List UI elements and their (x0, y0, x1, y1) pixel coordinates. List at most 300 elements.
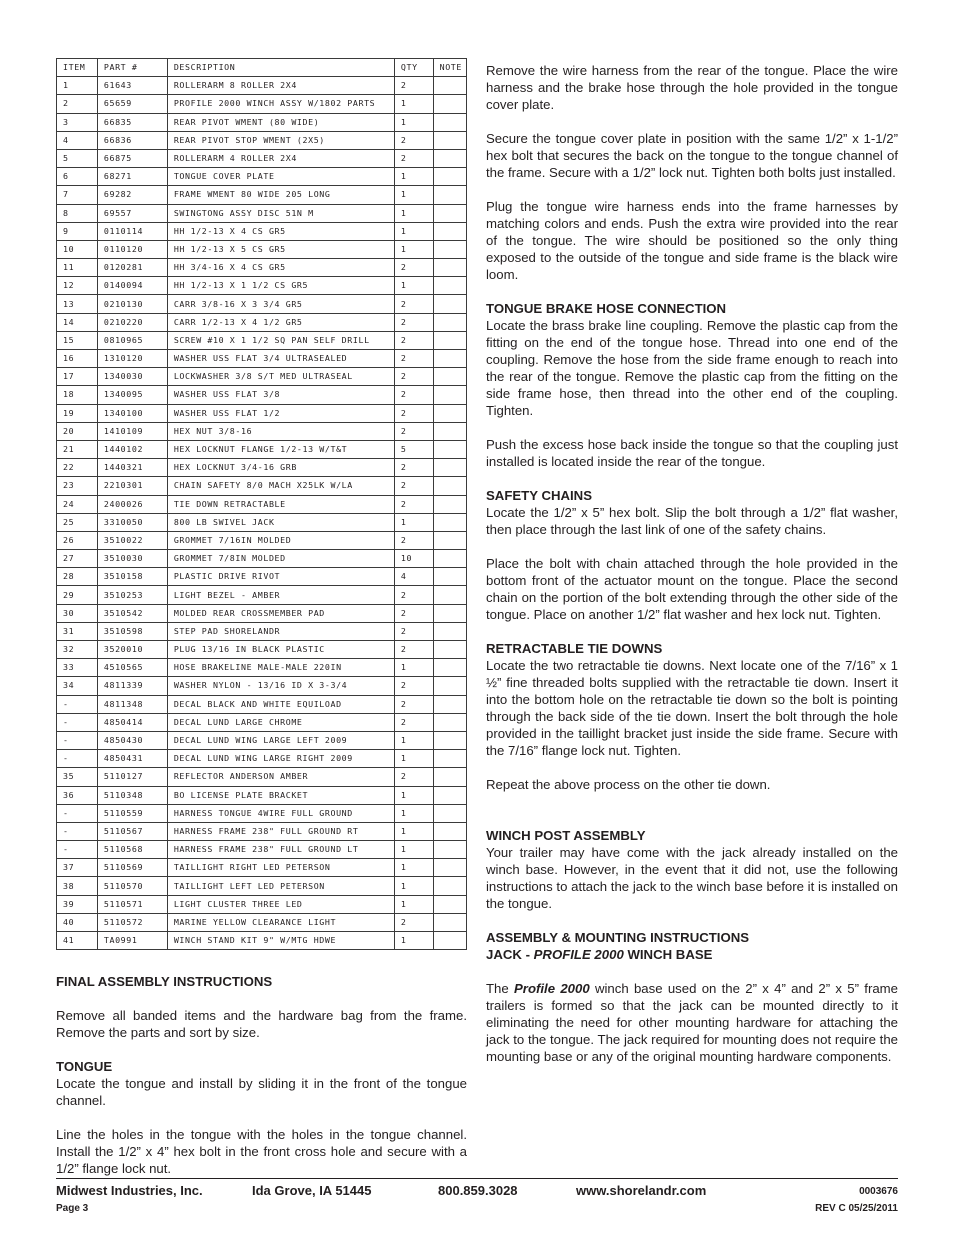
table-row (57, 204, 467, 222)
table-row (57, 895, 467, 913)
cell-part-number: 3510030 (97, 550, 167, 568)
left-column-instructions (56, 973, 467, 1177)
cell-description: CARR 3/8-16 X 3 3/4 GR5 (167, 295, 394, 313)
cell-note (433, 513, 466, 531)
cell-description: HH 1/2-13 X 1 1/2 CS GR5 (167, 277, 394, 295)
cell-part-number: 4850430 (97, 731, 167, 749)
cell-item: 5 (57, 149, 98, 167)
table-row (57, 77, 467, 95)
jack-mounting-paragraph (486, 980, 898, 1065)
table-row (57, 331, 467, 349)
cell-description: 800 LB SWIVEL JACK (167, 513, 394, 531)
cell-note (433, 877, 466, 895)
footer-divider (56, 1178, 898, 1179)
cell-part-number: 3510598 (97, 622, 167, 640)
cell-item: 32 (57, 641, 98, 659)
cell-part-number: 0810965 (97, 331, 167, 349)
cell-item: 24 (57, 495, 98, 513)
cell-qty: 1 (394, 804, 433, 822)
cell-item: 1 (57, 77, 98, 95)
cell-part-number: 5110348 (97, 786, 167, 804)
table-row (57, 713, 467, 731)
cell-description: HOSE BRAKELINE MALE-MALE 220IN (167, 659, 394, 677)
cell-description: HEX LOCKNUT FLANGE 1/2-13 W/T&T (167, 440, 394, 458)
jack-heading-prefix: JACK - (486, 947, 534, 962)
table-row (57, 859, 467, 877)
cell-qty: 2 (394, 131, 433, 149)
cell-note (433, 240, 466, 258)
cell-note (433, 277, 466, 295)
table-row (57, 695, 467, 713)
cell-part-number: 65659 (97, 95, 167, 113)
cell-description: CHAIN SAFETY 8/0 MACH X25LK W/LA (167, 477, 394, 495)
footer-page-number: Page 3 (56, 1203, 89, 1214)
table-row (57, 459, 467, 477)
cell-description: BO LICENSE PLATE BRACKET (167, 786, 394, 804)
cell-item: 37 (57, 859, 98, 877)
table-row (57, 750, 467, 768)
cell-part-number: 5110559 (97, 804, 167, 822)
cell-note (433, 895, 466, 913)
cell-note (433, 259, 466, 277)
cell-note (433, 495, 466, 513)
cell-description: DECAL LUND WING LARGE RIGHT 2009 (167, 750, 394, 768)
safety-chains-paragraph-1: Locate the 1/2” x 5” hex bolt. Slip the bolt through a 1/2” flat washer, then place through the last link of one of the safety chains. (486, 505, 898, 537)
jack-paragraph-model: Profile 2000 (514, 981, 590, 996)
cell-part-number: 0110114 (97, 222, 167, 240)
jack-heading-line-1: ASSEMBLY & MOUNTING INSTRUCTIONS (486, 930, 750, 945)
cell-note (433, 95, 466, 113)
cell-part-number: 5110570 (97, 877, 167, 895)
table-row (57, 786, 467, 804)
cell-note (433, 531, 466, 549)
cell-qty: 2 (394, 368, 433, 386)
cell-description: TIE DOWN RETRACTABLE (167, 495, 394, 513)
cell-description: GROMMET 7/16IN MOLDED (167, 531, 394, 549)
cell-note (433, 113, 466, 131)
cell-item: - (57, 695, 98, 713)
cell-description: WINCH STAND KIT 9" W/MTG HDWE (167, 932, 394, 950)
cell-qty: 2 (394, 331, 433, 349)
cell-description: HARNESS TONGUE 4WIRE FULL GROUND (167, 804, 394, 822)
table-row (57, 604, 467, 622)
cell-part-number: 5110567 (97, 822, 167, 840)
harness-plug-paragraph: Plug the tongue wire harness ends into the frame harnesses by matching colors and ends. Push the extra wire provided into the rear of the tongue. The wire should be positioned so the only thing exposed to the outside of the tongue and side frame is the black wire loom. (486, 199, 898, 282)
cell-item: 35 (57, 768, 98, 786)
footer-website: www.shorelandr.com (576, 1183, 707, 1198)
cell-note (433, 786, 466, 804)
cell-part-number: 68271 (97, 168, 167, 186)
cell-qty: 10 (394, 550, 433, 568)
table-row (57, 222, 467, 240)
cell-note (433, 659, 466, 677)
cell-item: 2 (57, 95, 98, 113)
cell-qty: 2 (394, 149, 433, 167)
cell-description: SCREW #10 X 1 1/2 SQ PAN SELF DRILL (167, 331, 394, 349)
cell-part-number: 69282 (97, 186, 167, 204)
cover-plate-paragraph: Secure the tongue cover plate in position with the same 1/2” x 1-1/2” hex bolt that secures the back on the tongue to the tongue channel of the frame. Secure with a 1/2” lock nut. Tighten both bolts just installed. (486, 131, 898, 180)
cell-part-number: 2400026 (97, 495, 167, 513)
table-row (57, 495, 467, 513)
footer-revision: REV C 05/25/2011 (815, 1203, 898, 1214)
cell-qty: 1 (394, 895, 433, 913)
header-description: DESCRIPTION (167, 59, 394, 77)
cell-item: - (57, 822, 98, 840)
cell-note (433, 149, 466, 167)
cell-qty: 4 (394, 568, 433, 586)
cell-part-number: 1310120 (97, 350, 167, 368)
footer-company: Midwest Industries, Inc. (56, 1183, 203, 1198)
table-row (57, 913, 467, 931)
tongue-paragraph-2: Line the holes in the tongue with the holes in the tongue channel. Install the 1/2” x 4” hex bolt in the front cross hole and secure with a 1/2” flange lock nut. (56, 1127, 467, 1176)
safety-chains-heading: SAFETY CHAINS (486, 488, 593, 503)
cell-qty: 1 (394, 786, 433, 804)
cell-qty: 2 (394, 713, 433, 731)
cell-note (433, 131, 466, 149)
cell-qty: 2 (394, 404, 433, 422)
cell-part-number: 1410109 (97, 422, 167, 440)
tie-downs-heading: RETRACTABLE TIE DOWNS (486, 641, 663, 656)
cell-qty: 1 (394, 659, 433, 677)
parts-table-header (57, 59, 467, 77)
cell-description: DECAL LUND WING LARGE LEFT 2009 (167, 731, 394, 749)
cell-description: CARR 1/2-13 X 4 1/2 GR5 (167, 313, 394, 331)
cell-description: MARINE YELLOW CLEARANCE LIGHT (167, 913, 394, 931)
cell-item: 18 (57, 386, 98, 404)
cell-item: 38 (57, 877, 98, 895)
header-item: ITEM (57, 59, 98, 77)
cell-note (433, 604, 466, 622)
table-row (57, 550, 467, 568)
cell-item: 6 (57, 168, 98, 186)
cell-item: 33 (57, 659, 98, 677)
header-note: NOTE (433, 59, 466, 77)
parts-table (56, 58, 467, 950)
cell-part-number: 3510253 (97, 586, 167, 604)
cell-item: 11 (57, 259, 98, 277)
cell-item: 15 (57, 331, 98, 349)
cell-item: 14 (57, 313, 98, 331)
cell-part-number: 1440321 (97, 459, 167, 477)
cell-qty: 2 (394, 350, 433, 368)
cell-note (433, 222, 466, 240)
cell-description: WASHER NYLON - 13/16 ID X 3-3/4 (167, 677, 394, 695)
cell-qty: 2 (394, 77, 433, 95)
cell-item: 41 (57, 932, 98, 950)
cell-qty: 2 (394, 459, 433, 477)
cell-qty: 2 (394, 641, 433, 659)
cell-qty: 1 (394, 168, 433, 186)
cell-qty: 1 (394, 113, 433, 131)
cell-part-number: 3310050 (97, 513, 167, 531)
cell-part-number: 1340030 (97, 368, 167, 386)
cell-note (433, 404, 466, 422)
cell-note (433, 859, 466, 877)
cell-item: 29 (57, 586, 98, 604)
cell-item: - (57, 750, 98, 768)
cell-description: LOCKWASHER 3/8 S/T MED ULTRASEAL (167, 368, 394, 386)
cell-description: HH 1/2-13 X 4 CS GR5 (167, 222, 394, 240)
cell-note (433, 677, 466, 695)
cell-qty: 2 (394, 913, 433, 931)
cell-qty: 1 (394, 240, 433, 258)
parts-table-body (57, 77, 467, 950)
cell-description: PROFILE 2000 WINCH ASSY W/1802 PARTS (167, 95, 394, 113)
cell-note (433, 841, 466, 859)
table-row (57, 477, 467, 495)
cell-qty: 1 (394, 750, 433, 768)
cell-note (433, 186, 466, 204)
cell-description: HARNESS FRAME 238" FULL GROUND LT (167, 841, 394, 859)
cell-qty: 2 (394, 622, 433, 640)
cell-part-number: 0210130 (97, 295, 167, 313)
tie-downs-paragraph-2: Repeat the above process on the other tie down. (486, 777, 771, 792)
cell-qty: 1 (394, 859, 433, 877)
cell-description: LIGHT CLUSTER THREE LED (167, 895, 394, 913)
cell-note (433, 459, 466, 477)
cell-item: 39 (57, 895, 98, 913)
tie-downs-paragraph-1: Locate the two retractable tie downs. Next locate one of the 7/16” x 1 ½” fine threaded bolts supplied with the retractable tie down. Insert it into the bottom hole on the retractable tie down so the bolt is pointing through the back side of the tie down. Insert the bolt through the hole provided in the taillight bracket just inside the side frame. Secure with the 7/16” flange lock nut. Tighten. (486, 658, 898, 758)
table-row (57, 641, 467, 659)
jack-mounting-heading (486, 929, 898, 963)
cell-item: - (57, 713, 98, 731)
cell-part-number: 1340095 (97, 386, 167, 404)
cell-note (433, 331, 466, 349)
cell-description: HARNESS FRAME 238" FULL GROUND RT (167, 822, 394, 840)
cell-description: REAR PIVOT WMENT (80 WIDE) (167, 113, 394, 131)
cell-description: PLASTIC DRIVE RIVOT (167, 568, 394, 586)
table-row (57, 350, 467, 368)
cell-qty: 1 (394, 822, 433, 840)
cell-part-number: 3520010 (97, 641, 167, 659)
cell-part-number: 4811339 (97, 677, 167, 695)
jack-heading-suffix: WINCH BASE (623, 947, 713, 962)
table-row (57, 568, 467, 586)
cell-part-number: TA0991 (97, 932, 167, 950)
table-row (57, 513, 467, 531)
cell-part-number: 66835 (97, 113, 167, 131)
cell-description: TAILLIGHT LEFT LED PETERSON (167, 877, 394, 895)
cell-note (433, 204, 466, 222)
table-row (57, 368, 467, 386)
table-row (57, 259, 467, 277)
cell-item: 30 (57, 604, 98, 622)
cell-description: MOLDED REAR CROSSMEMBER PAD (167, 604, 394, 622)
cell-item: - (57, 804, 98, 822)
table-row (57, 932, 467, 950)
cell-part-number: 1340100 (97, 404, 167, 422)
cell-note (433, 295, 466, 313)
cell-qty: 1 (394, 222, 433, 240)
cell-part-number: 3510158 (97, 568, 167, 586)
jack-heading-model: PROFILE 2000 (533, 947, 624, 962)
cell-part-number: 66875 (97, 149, 167, 167)
cell-note (433, 77, 466, 95)
cell-item: 19 (57, 404, 98, 422)
cell-item: 16 (57, 350, 98, 368)
cell-part-number: 69557 (97, 204, 167, 222)
cell-qty: 1 (394, 731, 433, 749)
cell-part-number: 66836 (97, 131, 167, 149)
cell-note (433, 477, 466, 495)
cell-item: 3 (57, 113, 98, 131)
cell-item: 13 (57, 295, 98, 313)
cell-qty: 5 (394, 440, 433, 458)
jack-paragraph-body: winch base used on the 2” x 4” and 2” x 5” frame trailers is formed so that the jack can be mounted directly to it eliminating the need for other mounting hardware for attaching the jack to the tongue. The jack required for mounting does not require the mounting base or any of the original mounting hardware components. (486, 981, 899, 1064)
table-row (57, 804, 467, 822)
cell-item: 12 (57, 277, 98, 295)
cell-note (433, 622, 466, 640)
footer-location: Ida Grove, IA 51445 (252, 1183, 372, 1198)
tongue-paragraph-1: Locate the tongue and install by sliding it in the front of the tongue channel. (56, 1076, 467, 1108)
cell-description: WASHER USS FLAT 3/4 ULTRASEALED (167, 350, 394, 368)
cell-qty: 1 (394, 841, 433, 859)
cell-part-number: 3510542 (97, 604, 167, 622)
cell-description: SWINGTONG ASSY DISC 51N M (167, 204, 394, 222)
cell-note (433, 313, 466, 331)
cell-description: HH 3/4-16 X 4 CS GR5 (167, 259, 394, 277)
table-row (57, 768, 467, 786)
cell-note (433, 913, 466, 931)
table-row (57, 659, 467, 677)
cell-description: LIGHT BEZEL - AMBER (167, 586, 394, 604)
table-row (57, 186, 467, 204)
table-row (57, 877, 467, 895)
cell-qty: 2 (394, 313, 433, 331)
cell-qty: 2 (394, 259, 433, 277)
winch-post-heading: WINCH POST ASSEMBLY (486, 828, 646, 843)
right-column-instructions (486, 62, 898, 1065)
cell-note (433, 350, 466, 368)
cell-part-number: 1440102 (97, 440, 167, 458)
cell-note (433, 932, 466, 950)
cell-note (433, 586, 466, 604)
cell-item: 25 (57, 513, 98, 531)
cell-description: HH 1/2-13 X 5 CS GR5 (167, 240, 394, 258)
cell-item: 21 (57, 440, 98, 458)
cell-part-number: 5110572 (97, 913, 167, 931)
cell-item: 17 (57, 368, 98, 386)
cell-item: 28 (57, 568, 98, 586)
cell-item: - (57, 841, 98, 859)
final-assembly-heading: FINAL ASSEMBLY INSTRUCTIONS (56, 974, 273, 989)
cell-note (433, 440, 466, 458)
cell-qty: 1 (394, 95, 433, 113)
brake-hose-paragraph-1: Locate the brass brake line coupling. Remove the plastic cap from the fitting on the end of the tongue hose. Thread into one end of the coupling. Remove the hose from the side frame enough to reach into the rear of the tongue. Remove the plastic cap from the fitting on the side frame hose, then thread into the other end of the coupling. Tighten. (486, 318, 898, 418)
cell-part-number: 5110569 (97, 859, 167, 877)
cell-description: REAR PIVOT STOP WMENT (2X5) (167, 131, 394, 149)
cell-qty: 2 (394, 604, 433, 622)
table-row (57, 313, 467, 331)
cell-item: 20 (57, 422, 98, 440)
cell-note (433, 695, 466, 713)
table-row (57, 531, 467, 549)
cell-item: 4 (57, 131, 98, 149)
cell-note (433, 822, 466, 840)
cell-item: 22 (57, 459, 98, 477)
cell-description: DECAL BLACK AND WHITE EQUILOAD (167, 695, 394, 713)
cell-description: HEX LOCKNUT 3/4-16 GRB (167, 459, 394, 477)
table-row (57, 240, 467, 258)
cell-qty: 2 (394, 677, 433, 695)
cell-qty: 1 (394, 186, 433, 204)
cell-note (433, 168, 466, 186)
table-row (57, 386, 467, 404)
cell-item: 31 (57, 622, 98, 640)
cell-part-number: 0140094 (97, 277, 167, 295)
cell-item: 23 (57, 477, 98, 495)
cell-part-number: 5110127 (97, 768, 167, 786)
wire-harness-paragraph: Remove the wire harness from the rear of the tongue. Place the wire harness and the brake hose through the hole provided in the tongue cover plate. (486, 63, 898, 112)
cell-note (433, 568, 466, 586)
table-row (57, 113, 467, 131)
cell-part-number: 4811348 (97, 695, 167, 713)
final-assembly-paragraph: Remove all banded items and the hardware bag from the frame. Remove the parts and sort by size. (56, 1008, 467, 1040)
cell-item: 27 (57, 550, 98, 568)
cell-part-number: 0210220 (97, 313, 167, 331)
header-qty: QTY (394, 59, 433, 77)
cell-part-number: 2210301 (97, 477, 167, 495)
cell-qty: 1 (394, 204, 433, 222)
cell-description: DECAL LUND LARGE CHROME (167, 713, 394, 731)
cell-description: HEX NUT 3/8-16 (167, 422, 394, 440)
cell-description: GROMMET 7/8IN MOLDED (167, 550, 394, 568)
cell-description: TAILLIGHT RIGHT LED PETERSON (167, 859, 394, 877)
footer-doc-number: 0003676 (859, 1186, 898, 1197)
cell-description: ROLLERARM 8 ROLLER 2X4 (167, 77, 394, 95)
cell-note (433, 386, 466, 404)
table-row (57, 131, 467, 149)
brake-hose-heading: TONGUE BRAKE HOSE CONNECTION (486, 301, 727, 316)
table-row (57, 822, 467, 840)
cell-item: 10 (57, 240, 98, 258)
cell-description: ROLLERARM 4 ROLLER 2X4 (167, 149, 394, 167)
cell-part-number: 4850431 (97, 750, 167, 768)
cell-qty: 2 (394, 295, 433, 313)
cell-qty: 2 (394, 495, 433, 513)
cell-qty: 2 (394, 531, 433, 549)
cell-note (433, 768, 466, 786)
cell-item: - (57, 731, 98, 749)
table-row (57, 95, 467, 113)
table-row (57, 404, 467, 422)
cell-qty: 2 (394, 768, 433, 786)
winch-post-paragraph: Your trailer may have come with the jack already installed on the winch base. However, in the event that it did not, use the following instructions to attach the jack to the winch base before it is installed on the tongue. (486, 845, 898, 911)
cell-qty: 2 (394, 477, 433, 495)
table-row (57, 168, 467, 186)
cell-description: REFLECTOR ANDERSON AMBER (167, 768, 394, 786)
table-row (57, 277, 467, 295)
table-row (57, 586, 467, 604)
cell-part-number: 3510022 (97, 531, 167, 549)
cell-part-number: 0120281 (97, 259, 167, 277)
cell-note (433, 804, 466, 822)
cell-part-number: 61643 (97, 77, 167, 95)
cell-note (433, 750, 466, 768)
cell-note (433, 641, 466, 659)
table-row (57, 731, 467, 749)
footer-phone: 800.859.3028 (438, 1183, 518, 1198)
table-row (57, 677, 467, 695)
cell-note (433, 550, 466, 568)
cell-qty: 1 (394, 932, 433, 950)
cell-item: 40 (57, 913, 98, 931)
cell-note (433, 422, 466, 440)
jack-paragraph-prefix: The (486, 981, 515, 996)
cell-qty: 1 (394, 277, 433, 295)
cell-qty: 1 (394, 877, 433, 895)
cell-description: STEP PAD SHORELANDR (167, 622, 394, 640)
